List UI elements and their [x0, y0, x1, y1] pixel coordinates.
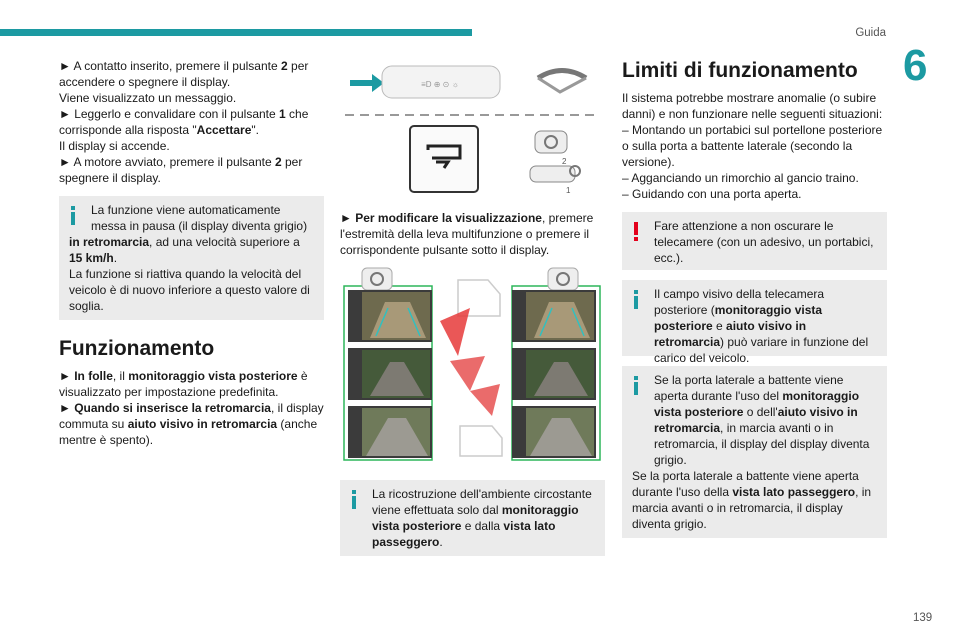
figure-label-2: 2 [562, 157, 567, 166]
section-title: Guida [855, 27, 886, 39]
svg-text:≡D ⊕ ⊙ ☼: ≡D ⊕ ⊙ ☼ [421, 80, 459, 89]
info-icon [631, 290, 641, 308]
header-accent-bar [0, 29, 472, 36]
warning-icon [631, 222, 641, 240]
info-icon [349, 490, 359, 508]
heading-funzionamento: Funzionamento [59, 337, 215, 360]
lever-button-illustration [340, 58, 605, 198]
info-note-reconstruction: La ricostruzione dell'ambiente circostante viene effettuata solo dal monitoraggio vista posteriore e dalla vista lato passeggero. [340, 480, 605, 556]
column-middle [340, 58, 605, 556]
instruction-display-toggle: ► A contatto inserito, premere il pulsante 2 per accendere o spegnere il display. [59, 59, 309, 89]
camera-views-illustration [340, 266, 605, 466]
column-right [622, 58, 887, 538]
heading-limiti: Limiti di funzionamento [622, 59, 858, 82]
instruction-reverse: ► Quando si inserisce la retromarcia, il display commuta su aiuto visivo in retromarcia (anche mentre è spento). [59, 401, 324, 447]
chapter-number: 6 [903, 41, 928, 90]
instruction-validate: ► Leggerlo e convalidare con il pulsante 1 che corrisponde alla risposta "Accettare". [59, 107, 309, 137]
info-icon [631, 376, 641, 394]
info-note-side-door: Se la porta laterale a battente viene aperta durante l'uso del monitoraggio vista posteriore o dell'aiuto visivo in retromarcia, in marcia avanti o in retromarcia, il display del display diventa grigio. Se la porta laterale a battente viene aperta durante l'uso della vista lato passeggero, in marcia avanti o in retromarcia, il display diventa grigio. [622, 366, 887, 538]
list-item: – Agganciando un rimorchio al gancio traino. [622, 171, 859, 185]
instruction-change-view: ► Per modificare la visualizzazione, premere l'estremità della leva multifunzione o premere il corrispondente pulsante sotto il display. [340, 211, 594, 257]
warning-note-cameras: Fare attenzione a non oscurare le telecamere (con un adesivo, un portabici, ecc.). [622, 212, 887, 270]
info-note-pause: La funzione viene automaticamente messa in pausa (il display diventa grigio) in retromarcia, ad una velocità superiore a 15 km/h. La funzione si riattiva quando la velocità del veicolo è di nuovo inferiore a questo valore di soglia. [59, 196, 324, 320]
instruction-engine-running: ► A motore avviato, premere il pulsante 2 per spegnere il display. [59, 155, 303, 185]
figure-label-1: 1 [566, 186, 571, 195]
limits-intro: Il sistema potrebbe mostrare anomalie (o subire danni) e non funzionare nelle seguenti situazioni: [622, 91, 883, 121]
list-item: – Guidando con una porta aperta. [622, 187, 802, 201]
column-left [59, 58, 324, 448]
display-on-info: Il display si accende. [59, 139, 170, 153]
info-icon [68, 206, 78, 224]
list-item: – Montando un portabici sul portellone posteriore o sulla porta a battente laterale (secondo la versione). [622, 123, 883, 169]
instruction-neutral: ► In folle, il monitoraggio vista posteriore è visualizzato per impostazione predefinita. [59, 369, 308, 399]
info-note-field-of-view: Il campo visivo della telecamera posteriore (monitoraggio vista posteriore e aiuto visivo in retromarcia) può variare in funzione del carico del veicolo. [622, 280, 887, 356]
page-number: 139 [913, 612, 933, 624]
message-info: Viene visualizzato un messaggio. [59, 91, 237, 105]
